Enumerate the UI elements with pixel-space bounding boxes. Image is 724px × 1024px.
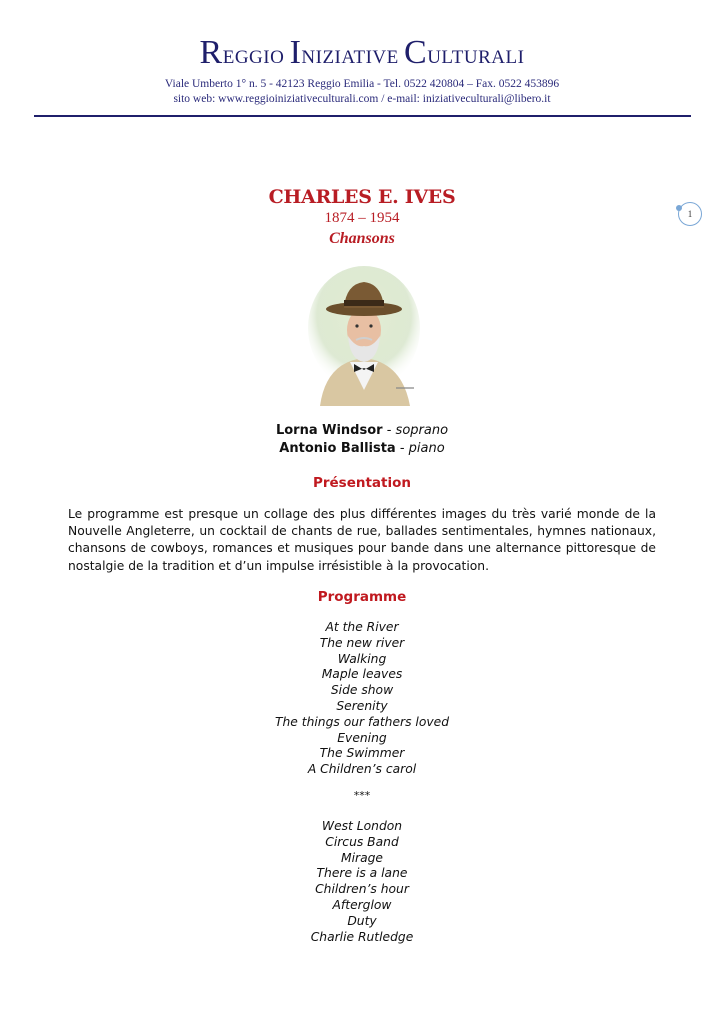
page-number-badge: 1 [678,202,702,226]
programme-item: A Children’s carol [307,762,417,777]
concert-subtitle: Chansons [329,230,395,247]
performer-line: Antonio Ballista - piano [279,441,445,456]
programme-item: Mirage [341,850,383,865]
composer-years: 1874 – 1954 [324,210,400,226]
programme-item: The new river [319,635,405,650]
programme-item: Duty [347,913,377,928]
programme-item: Afterglow [332,897,392,912]
programme-item: Maple leaves [321,667,403,682]
programme-item: Side show [330,683,394,698]
programme-item: Serenity [336,698,388,713]
organization-name: REGGIO INIZIATIVE CULTURALI [199,34,525,71]
programme-list-part-2 [0,819,724,945]
programme-item: Evening [337,730,387,745]
address-line: Viale Umberto 1° n. 5 - 42123 Reggio Emilia - Tel. 0522 420804 – Fax. 0522 453896 [164,78,560,90]
composer-portrait [306,266,422,406]
programme-separator: *** [353,789,371,802]
performer-line: Lorna Windsor - soprano [275,423,449,438]
programme-item: There is a lane [316,866,408,881]
programme-item: Walking [337,651,387,666]
programme-item: West London [321,819,403,833]
concert-title: CHARLES E. IVES [268,186,456,208]
programme-heading: Programme [317,589,407,605]
programme-item: Circus Band [325,834,399,849]
programme-item: The things our fathers loved [274,714,449,729]
header-divider [34,115,691,117]
web-line: sito web: www.reggioiniziativeculturali.com / e-mail: iniziativeculturali@libero.it [173,93,551,105]
programme-item: At the River [325,620,399,634]
presentation-heading: Présentation [312,475,412,491]
programme-list-part-1 [0,620,724,778]
programme-item: Charlie Rutledge [310,929,414,944]
programme-item: The Swimmer [319,746,405,761]
programme-item: Children’s hour [315,882,409,897]
presentation-text: Le programme est presque un collage des plus différentes images du très varié monde de la Nouvelle Angleterre, un cocktail de chants de rue, ballades sentimentales, hymnes nationaux, chansons de cowboys, romances et musiques pour bande dans une alternance pittoresque de nostalgie de la tradition et d’un impulse irrésistible à la provocation. [68,507,656,573]
